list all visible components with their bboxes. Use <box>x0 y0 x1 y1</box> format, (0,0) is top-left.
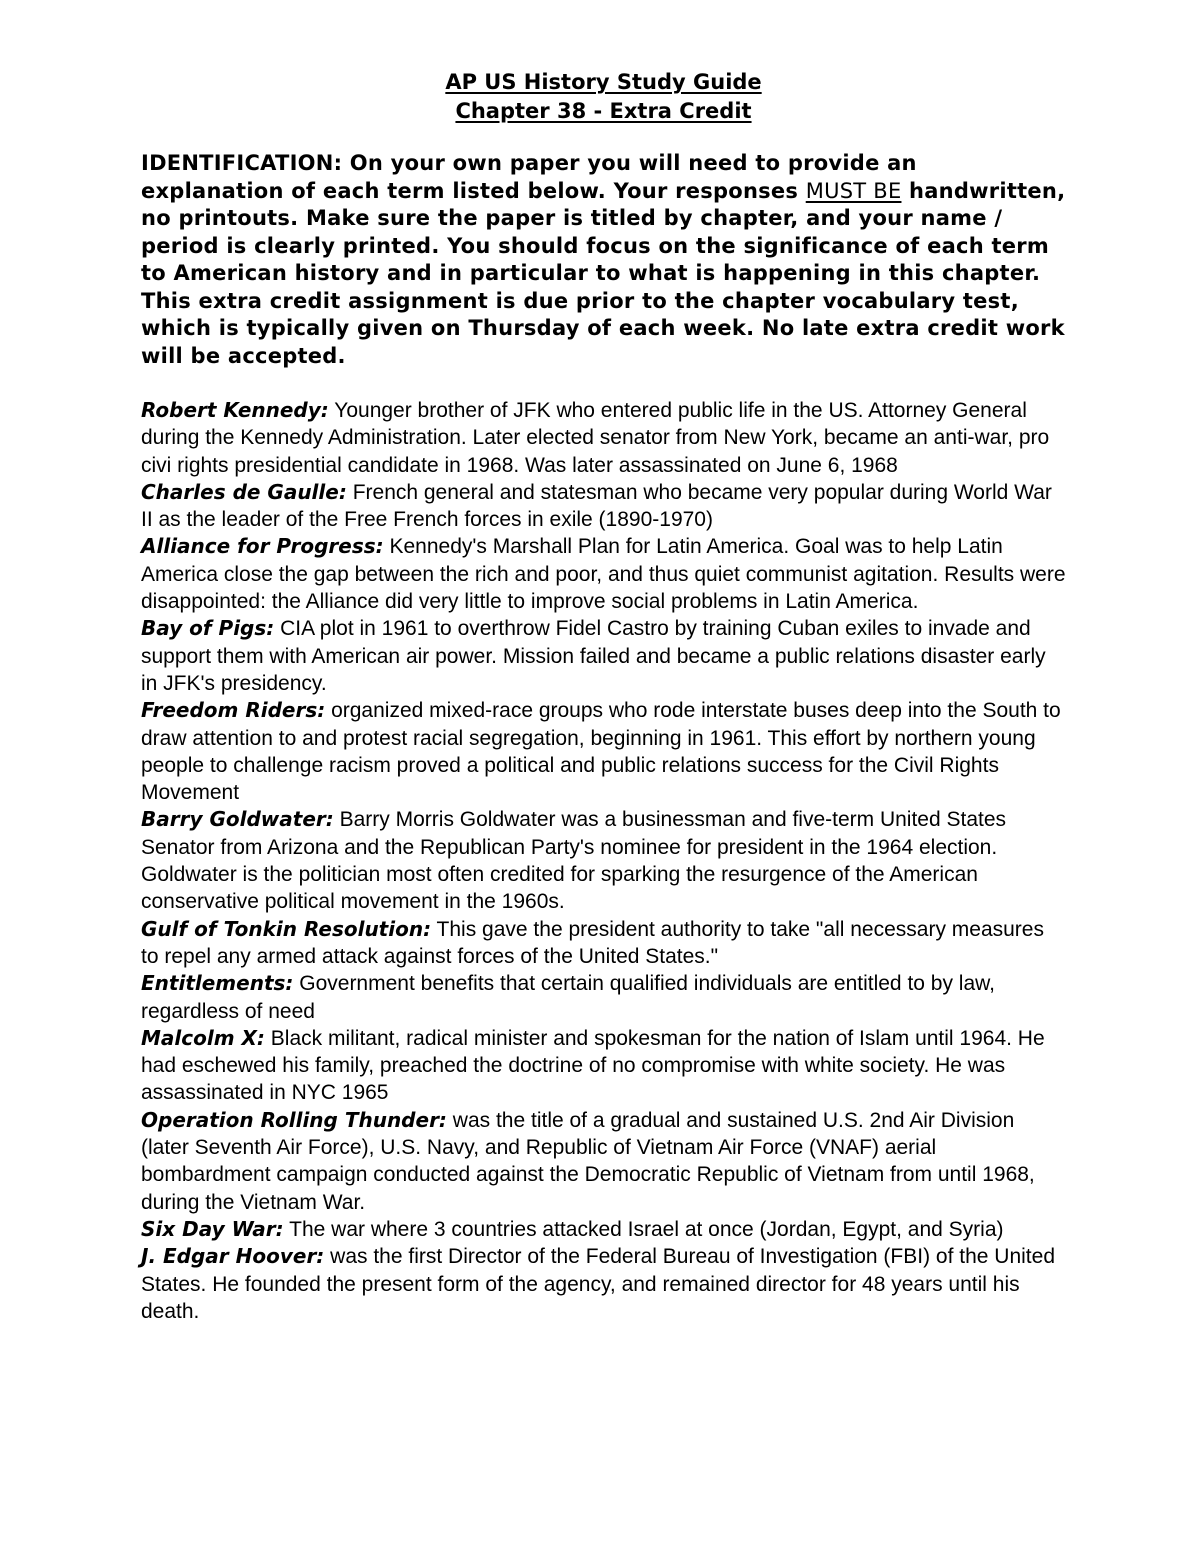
instructions-text-after: handwritten, no printouts. Make sure the paper is titled by chapter, and your name / period is clearly printed. You should focus on the significance of each term to American history and in particular to what is happening in this chapter. This extra credit assignment is due prior to the chapter vocabulary test, which is typically given on Thursday of each week. No late extra credit work will be accepted. <box>141 178 1066 368</box>
term-definition: organized mixed-race groups who rode interstate buses deep into the South to draw attention to and protest racial segregation, beginning in 1961. This effort by northern young people to challenge racism proved a political and public relations success for the Civil Rights Movement <box>141 699 1061 805</box>
document-title: AP US History Study Guide <box>445 70 762 94</box>
term-definition: Kennedy's Marshall Plan for Latin America. Goal was to help Latin America close the gap between the rich and poor, and thus quiet communist agitation. Results were disappointed: the Alliance did very little to improve social problems in Latin America. <box>141 535 1066 614</box>
term-definition: Younger brother of JFK who entered public life in the US. Attorney General during the Kennedy Administration. Later elected senator from New York, became an anti-war, pro civi rights presidential candidate in 1968. Was later assassinated on June 6, 1968 <box>141 399 1050 477</box>
term-name: Six Day War: <box>141 1216 284 1241</box>
term-definition: The war where 3 countries attacked Israel at once (Jordan, Egypt, and Syria) <box>289 1217 1004 1241</box>
term-name: Entitlements: <box>141 971 294 996</box>
term-entry <box>141 1243 1066 1325</box>
terms-list <box>141 397 1066 1325</box>
document-title-line <box>141 68 1066 97</box>
term-definition: This gave the president authority to take "all necessary measures to repel any armed attack against forces of the United States." <box>141 917 1044 968</box>
term-name: Robert Kennedy: <box>141 398 329 422</box>
term-definition: Black militant, radical minister and spokesman for the nation of Islam until 1964. He had eschewed his family, preached the doctrine of no compromise with white society. He was assassinated in NYC 1965 <box>141 1026 1045 1105</box>
document-subtitle: Chapter 38 - Extra Credit <box>455 99 752 123</box>
term-definition: was the title of a gradual and sustained U.S. 2nd Air Division (later Seventh Air Force), U.S. Navy, and Republic of Vietnam Air Force (VNAF) aerial bombardment campaign conducted against the Democratic Republic of Vietnam from until 1968, during the Vietnam War. <box>141 1108 1035 1214</box>
term-name: Bay of Pigs: <box>141 616 275 641</box>
term-name: Malcolm X: <box>141 1025 265 1050</box>
term-definition: Government benefits that certain qualified individuals are entitled to by law, regardless of need <box>141 972 995 1023</box>
term-name: Charles de Gaulle: <box>141 479 347 504</box>
term-name: Operation Rolling Thunder: <box>141 1107 447 1132</box>
term-definition: CIA plot in 1961 to overthrow Fidel Castro by training Cuban exiles to invade and support them with American air power. Mission failed and became a public relations disaster early in JFK's presidency. <box>141 617 1046 695</box>
term-entry <box>141 916 1066 971</box>
term-entry <box>141 970 1066 1025</box>
term-entry <box>141 1025 1066 1107</box>
term-name: Freedom Riders: <box>141 698 326 723</box>
document-subtitle-line <box>141 97 1066 126</box>
term-entry <box>141 1216 1066 1243</box>
instructions-text-before: : On your own paper you will need to provide an explanation of each term listed below. Your responses <box>141 151 917 203</box>
term-entry <box>141 697 1066 806</box>
term-definition: was the first Director of the Federal Bureau of Investigation (FBI) of the United States. He founded the present form of the agency, and remained director for 48 years until his death. <box>141 1245 1055 1323</box>
term-entry <box>141 615 1066 697</box>
term-definition: French general and statesman who became very popular during World War II as the leader of the Free French forces in exile (1890-1970) <box>141 480 1052 532</box>
term-entry <box>141 533 1066 615</box>
term-entry <box>141 806 1066 915</box>
instructions-emphasis: MUST BE <box>805 178 902 203</box>
term-name: Gulf of Tonkin Resolution: <box>141 916 432 941</box>
term-name: Barry Goldwater: <box>141 807 334 832</box>
term-name: Alliance for Progress: <box>141 534 384 559</box>
document-page <box>141 68 1066 1325</box>
identification-label: IDENTIFICATION <box>141 151 334 175</box>
term-definition: Barry Morris Goldwater was a businessman and five-term United States Senator from Arizona and the Republican Party's nominee for president in the 1964 election. Goldwater is the politician most often credited for sparking the resurgence of the American conservative political movement in the 1960s. <box>141 808 1007 914</box>
term-entry <box>141 479 1066 534</box>
term-entry <box>141 397 1066 479</box>
term-name: J. Edgar Hoover: <box>141 1244 325 1269</box>
term-entry <box>141 1107 1066 1216</box>
document-header <box>141 68 1066 126</box>
identification-instructions <box>141 150 1066 370</box>
